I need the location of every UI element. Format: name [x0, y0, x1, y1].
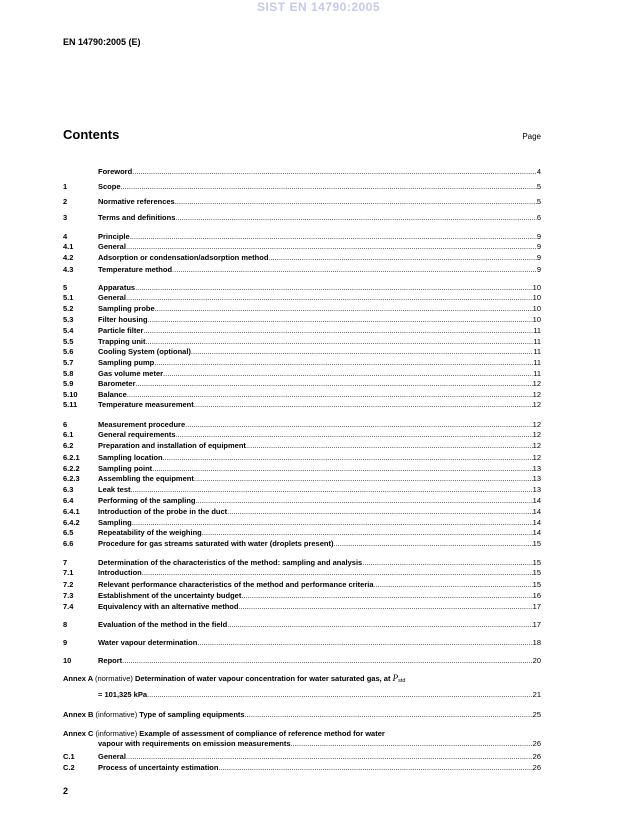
- toc-entry-title: Principle: [98, 232, 130, 241]
- toc-entry[interactable]: [63, 654, 541, 665]
- toc-entry-page: 4: [536, 167, 541, 176]
- toc-entry-number: 6.1: [63, 430, 74, 439]
- toc-entry[interactable]: [63, 589, 541, 600]
- annex-a-entry[interactable]: [63, 675, 541, 686]
- annex-b-type: (informative): [95, 710, 138, 719]
- toc-entry-number: 6: [63, 420, 68, 429]
- toc-dot-leader: [143, 326, 533, 335]
- toc-entry-number: 6.4.1: [63, 507, 80, 516]
- toc-entry-title: Introduction of the probe in the duct: [98, 507, 228, 516]
- toc-dot-leader: [148, 315, 533, 324]
- toc-entry-number: 6.2.3: [63, 474, 80, 483]
- toc-entry[interactable]: [63, 398, 541, 409]
- toc-dot-leader: [131, 485, 533, 494]
- toc-entry[interactable]: [63, 526, 541, 537]
- toc-entry-number: C.2: [63, 763, 75, 772]
- toc-dot-leader: [196, 496, 533, 505]
- toc-entry-title: Sampling point: [98, 464, 153, 473]
- toc-entry[interactable]: [63, 439, 541, 450]
- toc-dot-leader: [246, 441, 533, 450]
- toc-entry[interactable]: [63, 578, 541, 589]
- toc-entry-number: 9: [63, 638, 68, 647]
- toc-entry-page: 26: [532, 752, 541, 761]
- toc-dot-leader: [227, 620, 532, 629]
- toc-entry-title: Water vapour determination: [98, 638, 198, 647]
- toc-entry-page: 26: [532, 763, 541, 772]
- toc-entry[interactable]: [63, 356, 541, 367]
- toc-dot-leader: [238, 602, 532, 611]
- toc-entry-number: 6.2: [63, 441, 74, 450]
- annex-b-page: 25: [532, 710, 541, 719]
- toc-entry-title: Sampling location: [98, 453, 163, 462]
- toc-entry-page: 12: [532, 441, 541, 450]
- toc-entry[interactable]: [63, 750, 541, 761]
- toc-entry-title: Procedure for gas streams saturated with water (droplets present): [98, 539, 334, 548]
- toc-entry-title: Report: [98, 656, 123, 665]
- toc-entry-number: 5.7: [63, 358, 74, 367]
- toc-entry-title: Sampling probe: [98, 304, 155, 313]
- toc-entry-number: 5.6: [63, 347, 74, 356]
- toc-entry-page: 10: [532, 315, 541, 324]
- toc-entry-number: 5.10: [63, 390, 78, 399]
- toc-entry[interactable]: [63, 566, 541, 577]
- toc-entry-title: Particle filter: [98, 326, 144, 335]
- toc-entry-number: 5.3: [63, 315, 74, 324]
- toc-entry-title: Trapping unit: [98, 337, 146, 346]
- toc-entry-title: Relevant performance characteristics of the method and performance criteria: [98, 580, 374, 589]
- annex-c-page: 26: [532, 739, 541, 748]
- toc-entry-title: Sampling pump: [98, 358, 155, 367]
- toc-entry-page: 17: [532, 602, 541, 611]
- toc-entry-page: 6: [536, 213, 541, 222]
- toc-dot-leader: [126, 293, 533, 302]
- toc-dot-leader: [194, 474, 533, 483]
- toc-dot-leader: [175, 197, 537, 206]
- toc-entry-number: 1: [63, 182, 68, 191]
- toc-entry-page: 11: [533, 369, 541, 378]
- toc-entry-title: General: [98, 293, 126, 302]
- toc-entry[interactable]: [63, 211, 541, 222]
- toc-entry-page: 13: [532, 474, 541, 483]
- toc-entry-number: 7.2: [63, 580, 74, 589]
- toc-entry[interactable]: [63, 505, 541, 516]
- toc-entry-title: Temperature measurement: [98, 400, 194, 409]
- toc-dot-leader: [122, 656, 532, 665]
- toc-entry-title: Leak test: [98, 485, 131, 494]
- toc-dot-leader: [197, 638, 532, 647]
- toc-entry-page: 11: [533, 358, 541, 367]
- toc-entry-number: 7.4: [63, 602, 74, 611]
- toc-entry-number: 7: [63, 558, 68, 567]
- toc-entry[interactable]: [63, 494, 541, 505]
- toc-entry[interactable]: [63, 291, 541, 302]
- page-column-label: Page: [522, 132, 541, 141]
- annex-a-type: (normative): [94, 674, 133, 683]
- toc-entry-number: C.1: [63, 752, 75, 761]
- annex-a-line2-text: = 101,325 kPa: [98, 690, 148, 699]
- toc-entry-page: 10: [532, 304, 541, 313]
- toc-entry-title: Scope: [98, 182, 121, 191]
- toc-entry-number: 6.5: [63, 528, 74, 537]
- toc-entry-page: 12: [532, 420, 541, 429]
- toc-entry-number: 4: [63, 232, 68, 241]
- toc-entry-title: Apparatus: [98, 283, 136, 292]
- toc-entry-number: 4.1: [63, 242, 74, 251]
- toc-dot-leader: [132, 167, 537, 176]
- toc-entry-page: 15: [532, 580, 541, 589]
- annex-c-title: [63, 729, 385, 738]
- watermark: SIST EN 14790:2005: [256, 0, 381, 14]
- toc-dot-leader: [194, 400, 533, 409]
- toc-entry-number: 5.5: [63, 337, 74, 346]
- toc-entry-title: Repeatability of the weighing: [98, 528, 202, 537]
- toc-entry[interactable]: [63, 324, 541, 335]
- toc-entry-title: Determination of the characteristics of the method: sampling and analysis: [98, 558, 363, 567]
- toc-entry-number: 5.11: [63, 400, 78, 409]
- toc-entry-page: 11: [533, 347, 541, 356]
- toc-entry-page: 20: [532, 656, 541, 665]
- toc-dot-leader: [142, 568, 533, 577]
- annex-a-title: [63, 674, 405, 686]
- toc-entry-page: 12: [532, 390, 541, 399]
- toc-entry-number: 6.4: [63, 496, 74, 505]
- toc-entry-title: Temperature method: [98, 265, 173, 274]
- toc-entry[interactable]: [63, 428, 541, 439]
- toc-entry-number: 6.2.1: [63, 453, 80, 462]
- toc-dot-leader: [333, 539, 532, 548]
- toc-dot-leader: [374, 580, 533, 589]
- toc-entry[interactable]: [63, 165, 541, 176]
- toc-entry-page: 10: [532, 293, 541, 302]
- toc-dot-leader: [136, 379, 533, 388]
- toc-entry-page: 16: [532, 591, 541, 600]
- toc-entry-title: Filter housing: [98, 315, 148, 324]
- toc-entry-number: 5: [63, 283, 68, 292]
- toc-dot-leader: [176, 430, 533, 439]
- toc-entry-title: Establishment of the uncertainty budget: [98, 591, 242, 600]
- toc-entry-page: 12: [532, 430, 541, 439]
- toc-entry-page: 14: [532, 518, 541, 527]
- annex-a-page: 21: [532, 690, 541, 699]
- toc-entry-number: 6.3: [63, 485, 74, 494]
- toc-entry-page: 15: [532, 568, 541, 577]
- toc-dot-leader: [147, 690, 533, 699]
- toc-entry-title: Performing of the sampling: [98, 496, 196, 505]
- toc-entry-title: Preparation and installation of equipment: [98, 441, 246, 450]
- toc-dot-leader: [218, 763, 532, 772]
- annex-c-line2: [98, 739, 541, 748]
- toc-entry-number: 5.2: [63, 304, 74, 313]
- toc-entry-number: 4.3: [63, 265, 74, 274]
- toc-entry-page: 17: [532, 620, 541, 629]
- toc-dot-leader: [126, 752, 533, 761]
- toc-entry-page: 15: [532, 539, 541, 548]
- toc-entry-title: Process of uncertainty estimation: [98, 763, 219, 772]
- toc-entry-title: Evaluation of the method in the field: [98, 620, 228, 629]
- toc-entry-title: Measurement procedure: [98, 420, 186, 429]
- toc-dot-leader: [121, 182, 537, 191]
- toc-dot-leader: [155, 304, 533, 313]
- toc-dot-leader: [268, 253, 536, 262]
- toc-entry-title: Introduction: [98, 568, 142, 577]
- toc-entry-page: 12: [532, 400, 541, 409]
- toc-entry-title: Gas volume meter: [98, 369, 164, 378]
- toc-entry-number: 7.1: [63, 568, 74, 577]
- toc-entry[interactable]: [63, 313, 541, 324]
- toc-entry-number: 6.2.2: [63, 464, 80, 473]
- toc-entry[interactable]: [63, 761, 541, 772]
- toc-entry-page: 12: [532, 379, 541, 388]
- toc-dot-leader: [154, 358, 533, 367]
- toc-entry-title: Cooling System (optional): [98, 347, 191, 356]
- toc-dot-leader: [191, 347, 533, 356]
- toc-entry-title: Barometer: [98, 379, 136, 388]
- toc-dot-leader: [172, 265, 537, 274]
- annex-b-prefix: Annex B: [63, 710, 94, 719]
- toc-entry-number: 5.8: [63, 369, 74, 378]
- toc-entry-title: Foreword: [98, 167, 133, 176]
- toc-entry-page: 10: [532, 283, 541, 292]
- toc-entry[interactable]: [63, 483, 541, 494]
- annex-a-prefix: Annex A: [63, 674, 93, 683]
- toc-entry-page: 9: [536, 253, 541, 262]
- toc-entry[interactable]: [63, 345, 541, 356]
- toc-entry[interactable]: [63, 251, 541, 262]
- toc-entry[interactable]: [63, 302, 541, 313]
- toc-entry[interactable]: [63, 600, 541, 611]
- toc-entry[interactable]: [63, 472, 541, 483]
- toc-entry[interactable]: [63, 195, 541, 206]
- toc-entry[interactable]: [63, 451, 541, 462]
- toc-entry-number: 5.1: [63, 293, 74, 302]
- annex-a-subscript: std: [398, 678, 406, 684]
- toc-entry-number: 3: [63, 213, 68, 222]
- toc-dot-leader: [227, 507, 533, 516]
- toc-entry-page: 13: [532, 464, 541, 473]
- toc-entry-number: 5.4: [63, 326, 74, 335]
- annex-a-symbol: P: [392, 673, 399, 683]
- toc-entry-page: 5: [536, 197, 541, 206]
- toc-entry-page: 9: [536, 242, 541, 251]
- toc-entry[interactable]: [63, 263, 541, 274]
- toc-entry-title: Assembling the equipment: [98, 474, 194, 483]
- toc-entry-number: 8: [63, 620, 68, 629]
- toc-entry-page: 14: [532, 507, 541, 516]
- toc-entry-title: General: [98, 752, 126, 761]
- toc-entry-page: 5: [536, 182, 541, 191]
- toc-entry-number: 5.9: [63, 379, 74, 388]
- toc-entry-title: General requirements: [98, 430, 176, 439]
- annex-c-type: (informative): [95, 729, 138, 738]
- toc-entry-title: Equivalency with an alternative method: [98, 602, 239, 611]
- toc-entry[interactable]: [63, 180, 541, 191]
- toc-dot-leader: [291, 739, 533, 748]
- toc-entry-page: 11: [533, 326, 541, 335]
- toc-entry-page: 9: [536, 265, 541, 274]
- toc-entry-page: 14: [532, 496, 541, 505]
- toc-entry-title: Terms and definitions: [98, 213, 176, 222]
- toc-entry-page: 15: [532, 558, 541, 567]
- toc-dot-leader: [245, 710, 533, 719]
- toc-entry-number: 6.6: [63, 539, 74, 548]
- toc-entry-page: 13: [532, 485, 541, 494]
- annex-c-title-text: Example of assessment of compliance of reference method for water: [139, 729, 385, 738]
- toc-entry-number: 7.3: [63, 591, 74, 600]
- annex-b-entry[interactable]: [63, 708, 541, 719]
- annex-a-title-text: Determination of water vapour concentration for water saturated gas, at: [135, 674, 391, 683]
- toc-entry[interactable]: [63, 537, 541, 548]
- annex-c-line2-text: vapour with requirements on emission measurements: [98, 739, 291, 748]
- toc-entry[interactable]: [63, 377, 541, 388]
- page-title: Contents: [63, 127, 120, 142]
- toc-entry-title: Normative references: [98, 197, 175, 206]
- toc-dot-leader: [126, 242, 537, 251]
- annex-c-entry[interactable]: [63, 727, 541, 738]
- toc-entry-number: 6.4.2: [63, 518, 80, 527]
- toc-entry-title: General: [98, 242, 126, 251]
- annex-c-prefix: Annex C: [63, 729, 94, 738]
- toc-entry-title: Sampling: [98, 518, 132, 527]
- toc-dot-leader: [241, 591, 532, 600]
- toc-entry-page: 11: [533, 337, 541, 346]
- toc-dot-leader: [163, 453, 533, 462]
- toc-entry-number: 10: [63, 656, 72, 665]
- toc-entry-page: 12: [532, 453, 541, 462]
- toc-entry[interactable]: [63, 636, 541, 647]
- toc-dot-leader: [175, 213, 536, 222]
- toc-entry-page: 18: [532, 638, 541, 647]
- toc-entry[interactable]: [63, 240, 541, 251]
- toc-entry-number: 4.2: [63, 253, 74, 262]
- toc-dot-leader: [202, 528, 533, 537]
- toc-entry-number: 2: [63, 197, 68, 206]
- document-id: EN 14790:2005 (E): [63, 37, 141, 47]
- toc-entry-title: Balance: [98, 390, 127, 399]
- toc-entry-page: 9: [536, 232, 541, 241]
- annex-b-title: [63, 710, 245, 719]
- toc-entry-page: 14: [532, 528, 541, 537]
- toc-entry-title: Adsorption or condensation/adsorption method: [98, 253, 269, 262]
- annex-a-line2: [98, 690, 541, 699]
- page-number: 2: [63, 786, 69, 796]
- annex-b-title-text: Type of sampling equipments: [139, 710, 245, 719]
- toc-entry[interactable]: [63, 618, 541, 629]
